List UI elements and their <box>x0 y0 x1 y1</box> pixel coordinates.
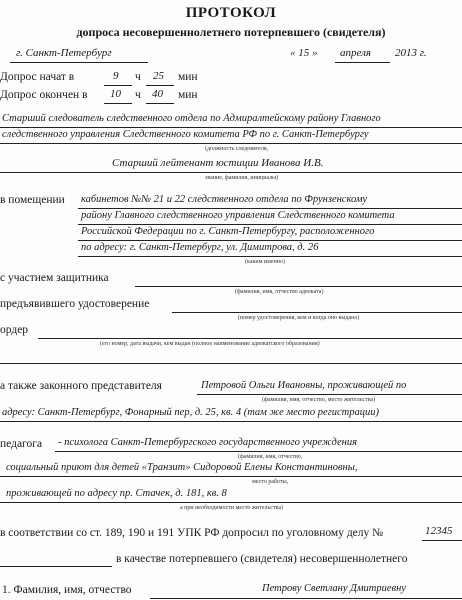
date-day: « 15 » <box>290 47 318 59</box>
case-number: 12345 <box>425 525 453 537</box>
ped-caption-3: а при необходимости место жительства) <box>180 505 283 511</box>
place-value: г. Санкт-Петербург <box>16 47 112 59</box>
item1-label: 1. Фамилия, имя, отчество <box>2 584 132 596</box>
investigator-line-2: следственного управления Следственного комитета РФ по г. Санкт-Петербургу <box>2 129 369 140</box>
end-hour-line <box>104 103 132 104</box>
order-underline-2 <box>0 363 462 364</box>
case-number-line <box>422 540 462 541</box>
room-line-1: кабинетов №№ 21 и 22 следственного отдела по Фрунзенскому <box>81 194 368 205</box>
rank-name: Старший лейтенант юстиции Иванова И.В. <box>112 157 324 169</box>
start-hour: 9 <box>113 70 119 82</box>
ped-line-1: - психолога Санкт-Петербургского государственного учреждения <box>58 437 357 448</box>
start-min-line <box>146 85 174 86</box>
rep-name: Петровой Ольги Ивановны, проживающей по <box>201 380 407 391</box>
room-caption: (каким именно) <box>245 259 285 265</box>
ped-underline-1 <box>55 451 462 452</box>
rep-address: адресу: Санкт-Петербург, Фонарный пер, д. 25, кв. 4 (там же место регистрации) <box>2 407 380 418</box>
end-h-unit: ч <box>135 89 141 101</box>
room-label: в помещении <box>0 194 65 206</box>
document-subtitle: допроса несовершеннолетнего потерпевшего (свидетеля) <box>76 25 386 39</box>
start-label: Допрос начат в <box>0 71 75 83</box>
room-line-3: Российской Федерации по г. Санкт-Петербургу, расположенного <box>81 226 375 237</box>
date-year: 2013 г. <box>395 47 427 59</box>
room-underline-1 <box>78 208 462 209</box>
defender-underline <box>135 286 462 287</box>
rank-underline <box>0 172 462 173</box>
document-title: ПРОТОКОЛ <box>185 5 277 21</box>
investigator-underline-1 <box>0 127 462 128</box>
defender-caption: (фамилия, имя, отчество адвоката) <box>235 289 324 295</box>
end-label: Допрос окончен в <box>0 89 88 101</box>
rep-underline <box>197 394 462 395</box>
ped-caption-2: место работы, <box>252 479 289 485</box>
investigator-underline-2 <box>0 143 462 144</box>
order-underline <box>38 338 462 339</box>
end-m-unit: мин <box>178 89 198 101</box>
room-underline-4 <box>78 256 462 257</box>
order-label: ордер <box>0 324 29 336</box>
as-text: в качестве потерпевшего (свидетеля) несовершеннолетнего <box>116 553 408 565</box>
end-min-line <box>146 103 174 104</box>
as-blank-line <box>0 566 112 567</box>
id-caption: (номер удостоверения, кем и когда оно выдано) <box>238 315 360 321</box>
item1-underline <box>150 598 462 599</box>
investigator-caption: (должность следователя, <box>205 146 269 152</box>
item1-value: Петрову Светлану Дмитриевну <box>262 583 406 594</box>
room-line-2: району Главного следственного управления Следственного комитета <box>81 210 395 221</box>
rep-caption: (фамилия, имя, отчество, место жительства) <box>262 397 376 403</box>
order-caption: (его номер, дата выдачи, кем выдан (полное наименование адвокатского образования) <box>100 341 320 347</box>
ped-label: педагога <box>0 438 43 450</box>
id-underline <box>172 312 462 313</box>
ped-underline-3 <box>0 502 462 503</box>
law-text: в соответствии со ст. 189, 190 и 191 УПК РФ допросил по уголовному делу № <box>0 527 384 539</box>
place-line <box>10 62 148 63</box>
room-line-4: по адресу: г. Санкт-Петербург, ул. Димитрова, д. 26 <box>81 242 319 253</box>
rep-label: а также законного представителя <box>0 380 162 392</box>
date-month-line <box>335 62 390 63</box>
start-min: 25 <box>153 70 164 82</box>
room-underline-3 <box>78 240 462 241</box>
ped-underline-2 <box>0 476 462 477</box>
end-hour: 10 <box>110 88 121 100</box>
id-label: предъявившего удостоверение <box>0 298 150 310</box>
start-h-unit: ч <box>135 71 141 83</box>
investigator-line-1: Старший следователь следственного отдела по Адмиралтейскому району Главного <box>2 113 381 124</box>
ped-caption-1: (фамилия, имя, отчество, <box>238 454 303 460</box>
start-m-unit: мин <box>178 71 198 83</box>
start-hour-line <box>104 85 132 86</box>
ped-line-3: проживающей по адресу пр. Стачек, д. 181, кв. 8 <box>6 488 227 499</box>
ped-line-2: социальный приют для детей «Транзит» Сидоровой Елены Константиновны, <box>6 462 358 473</box>
rep-address-underline <box>0 421 462 422</box>
defender-label: с участием защитника <box>0 272 109 284</box>
room-underline-2 <box>78 224 462 225</box>
end-min: 40 <box>152 88 163 100</box>
rank-caption: звание, фамилия, инициалы) <box>205 175 279 181</box>
date-month: апреля <box>340 47 372 59</box>
